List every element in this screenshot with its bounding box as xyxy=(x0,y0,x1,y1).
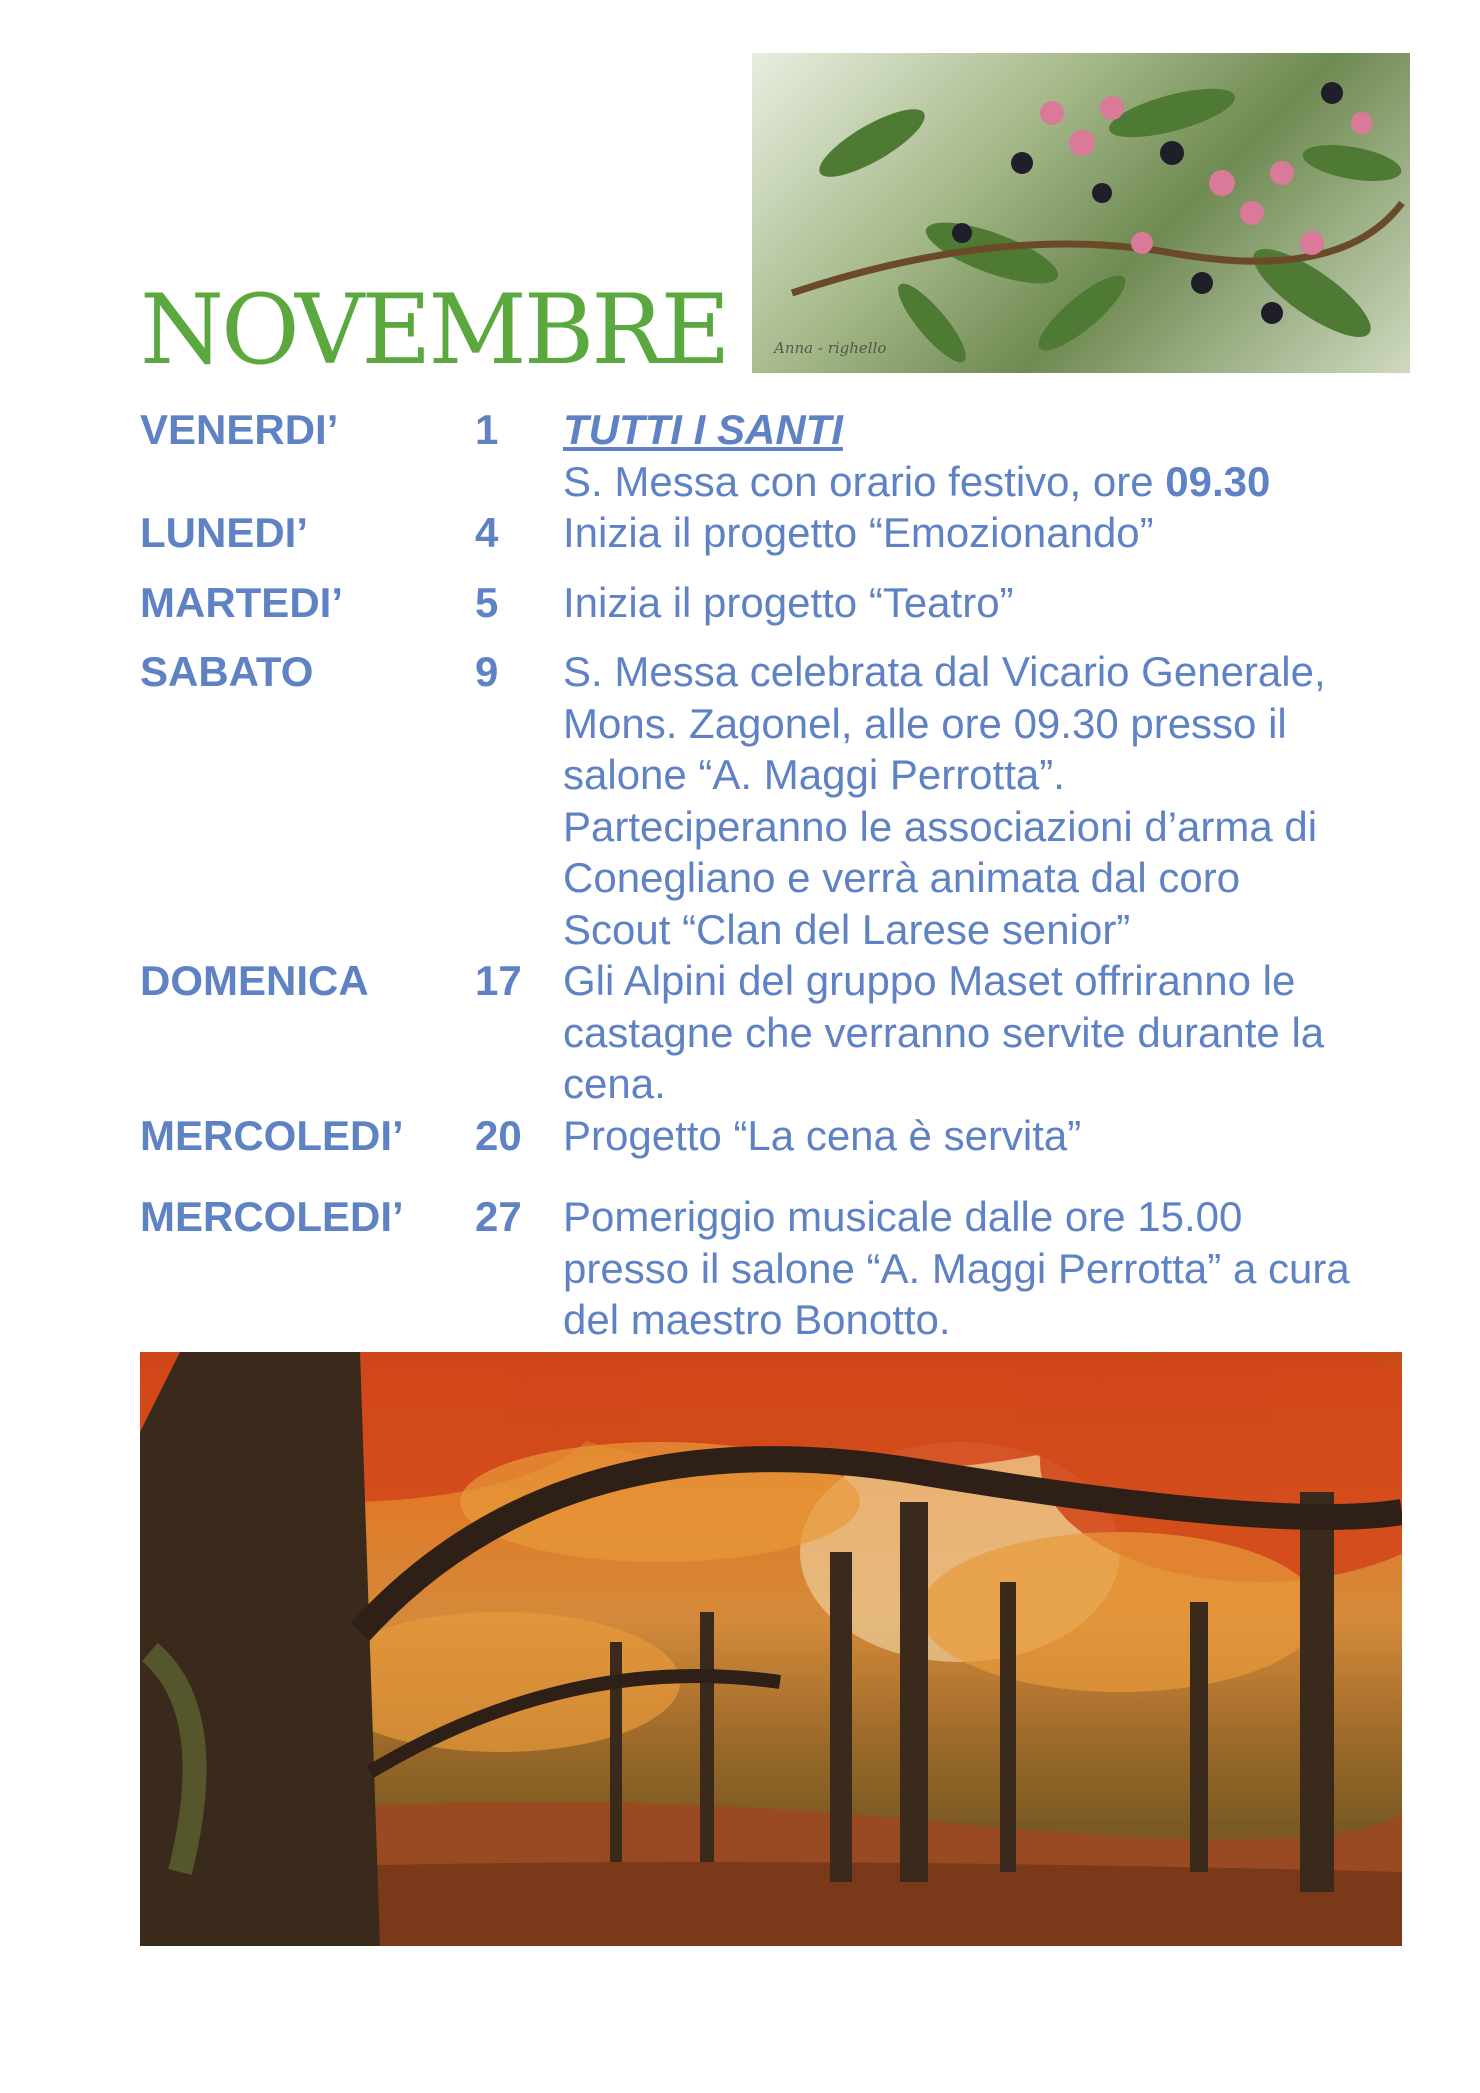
page-title: NOVEMBRE xyxy=(140,274,728,386)
event-date: 20 xyxy=(475,1111,522,1159)
event-date: 9 xyxy=(475,648,499,695)
event-line xyxy=(563,456,1410,508)
event-date: 1 xyxy=(475,406,499,453)
event-line: Scout “Clan del Larese senior” xyxy=(563,905,1131,953)
event-line: cena. xyxy=(563,1060,666,1107)
event-line: Mons. Zagonel, alle ore 09.30 presso il xyxy=(563,699,1287,747)
event-row xyxy=(140,404,1410,507)
event-line: S. Messa celebrata dal Vicario Generale, xyxy=(563,648,1326,695)
event-line: presso il salone “A. Maggi Perrotta” a cura xyxy=(563,1244,1350,1292)
event-row xyxy=(140,577,1410,629)
event-date: 17 xyxy=(475,957,522,1004)
event-day: DOMENICA xyxy=(140,957,369,1004)
event-line: del maestro Bonotto. xyxy=(563,1296,951,1343)
event-time: 09.30 xyxy=(1165,457,1271,505)
event-day: VENERDI’ xyxy=(140,406,339,453)
event-day: MARTEDI’ xyxy=(140,578,343,626)
event-calendar xyxy=(140,404,1410,1346)
event-row xyxy=(140,955,1410,1110)
event-description xyxy=(563,404,1410,507)
event-line: Parteciperanno le associazioni d’arma di xyxy=(563,802,1318,850)
event-day: LUNEDI’ xyxy=(140,509,308,556)
event-title: TUTTI I SANTI xyxy=(563,406,843,453)
event-line: castagne che verranno servite durante la xyxy=(563,1008,1325,1056)
event-day: MERCOLEDI’ xyxy=(140,1111,404,1159)
event-row xyxy=(140,1191,1410,1346)
event-line: Pomeriggio musicale dalle ore 15.00 xyxy=(563,1193,1243,1240)
event-day: MERCOLEDI’ xyxy=(140,1193,404,1240)
photo-watermark: Anna - righello xyxy=(774,339,887,357)
event-row xyxy=(140,1110,1410,1162)
event-line: Conegliano e verrà animata dal coro xyxy=(563,854,1241,901)
berries-photo xyxy=(752,53,1410,373)
event-description: Inizia il progetto “Teatro” xyxy=(563,578,1014,626)
event-row xyxy=(140,646,1410,955)
event-text: S. Messa con orario festivo, ore xyxy=(563,457,1166,505)
event-line: Gli Alpini del gruppo Maset offriranno le xyxy=(563,957,1296,1004)
event-description xyxy=(563,646,1410,955)
event-description: Progetto “La cena è servita” xyxy=(563,1111,1082,1159)
event-description xyxy=(563,1191,1410,1346)
event-line: salone “A. Maggi Perrotta”. xyxy=(563,751,1065,798)
autumn-forest-photo xyxy=(140,1352,1402,1946)
event-row xyxy=(140,507,1410,559)
event-date: 5 xyxy=(475,578,499,626)
event-description xyxy=(563,955,1410,1110)
event-day: SABATO xyxy=(140,648,314,695)
event-description: Inizia il progetto “Emozionando” xyxy=(563,509,1154,556)
event-date: 27 xyxy=(475,1193,522,1240)
event-date: 4 xyxy=(475,509,499,556)
